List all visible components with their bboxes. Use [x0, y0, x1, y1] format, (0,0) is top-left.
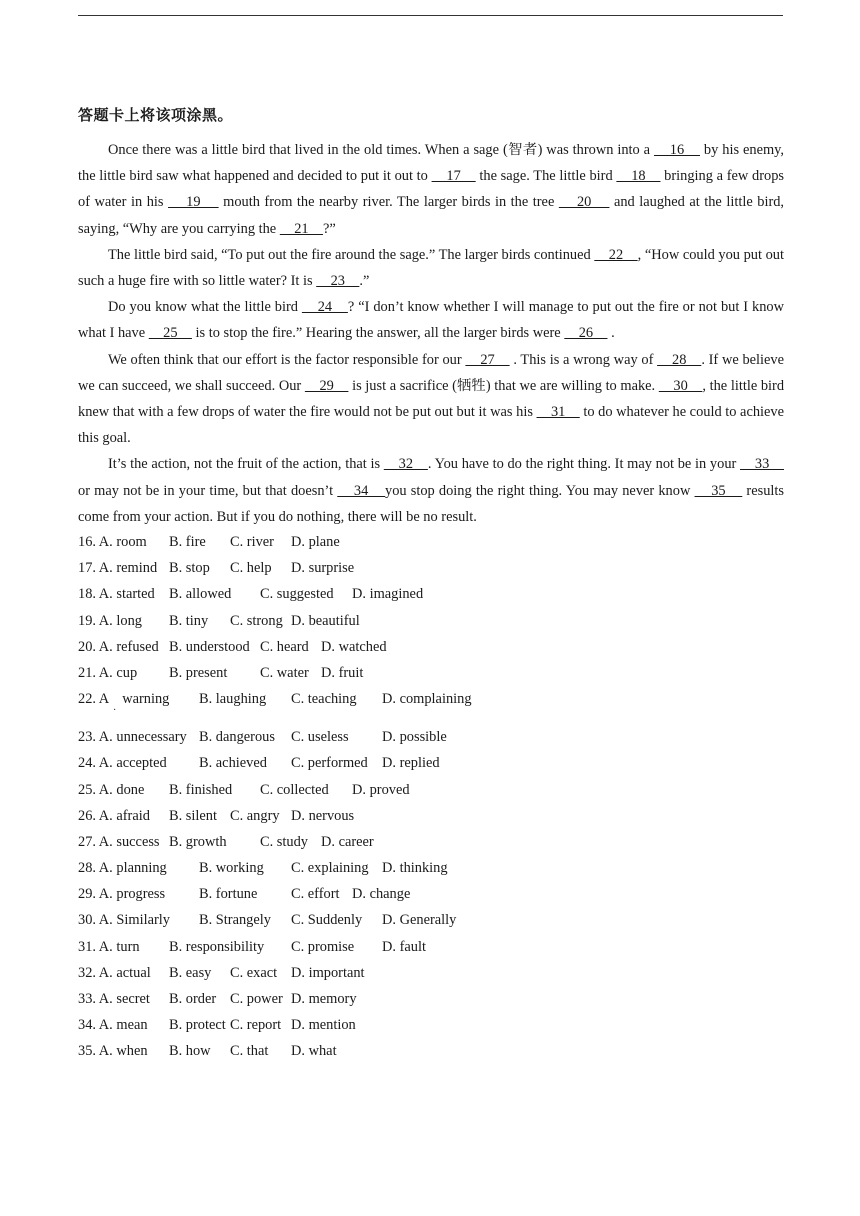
passage-text: It’s the action, not the fruit of the action, that is — [108, 456, 384, 473]
paragraph-4 — [78, 347, 784, 452]
passage-text: . If we believe we can succeed, we shall succeed. Our — [78, 351, 785, 394]
option-d[interactable]: D. change — [352, 886, 411, 903]
blank-28: 28 — [657, 351, 702, 368]
option-c[interactable]: C. river — [230, 534, 274, 550]
option-row — [78, 613, 784, 639]
option-row — [78, 912, 784, 938]
option-d[interactable]: D. what — [291, 1043, 337, 1060]
option-a[interactable]: 18. A. started — [78, 586, 155, 603]
option-d[interactable]: D. thinking — [382, 860, 448, 877]
passage-text: is just a sacrifice (牺牲) that we are willing to make. — [348, 377, 659, 394]
option-c[interactable]: C. heard — [260, 638, 309, 655]
passage-text: Do you know what the little bird — [108, 299, 302, 316]
option-b[interactable]: B. achieved — [199, 755, 267, 772]
passage-text: to do whatever he could to achieve this goal. — [78, 404, 784, 447]
passage-text: the sage. The little bird — [475, 168, 617, 185]
passage-text: mouth from the nearby river. The larger birds in the tree — [218, 194, 559, 211]
option-c[interactable]: C. angry — [230, 807, 280, 824]
option-c[interactable]: C. exact — [230, 964, 278, 981]
option-b[interactable]: B. easy — [169, 964, 212, 981]
option-b[interactable]: B. order — [169, 991, 217, 1007]
option-d[interactable]: D. beautiful — [291, 612, 360, 629]
stray-dot: · — [113, 705, 117, 717]
option-b[interactable]: B. how — [169, 1043, 211, 1060]
blank-32: 32 — [383, 456, 428, 473]
option-b[interactable]: B. growth — [169, 833, 227, 850]
blank-24: 24 — [301, 299, 348, 316]
option-a[interactable]: 30. A. Similarly — [78, 912, 170, 929]
passage-text: ?” — [322, 220, 336, 237]
option-a[interactable]: 29. A. progress — [78, 886, 166, 903]
option-b[interactable]: B. fortune — [199, 886, 258, 903]
cloze-passage — [78, 137, 784, 530]
passage-text: Once there was a little bird that lived in the old times. When a sage (智者) was thrown into a — [108, 142, 655, 158]
option-c[interactable]: C. power — [230, 991, 283, 1007]
option-row — [78, 534, 784, 560]
option-a[interactable]: 35. A. when — [78, 1043, 148, 1060]
option-d[interactable]: D. possible — [382, 729, 447, 746]
blank-34: 34 — [337, 482, 385, 499]
option-row — [78, 755, 784, 781]
option-a[interactable]: 19. A. long — [78, 612, 142, 629]
option-row — [78, 834, 784, 860]
option-row — [78, 729, 784, 755]
paragraph-3 — [78, 294, 784, 346]
option-a[interactable]: 21. A. cup — [78, 664, 138, 681]
header-rule — [78, 15, 783, 16]
option-a[interactable]: 26. A. afraid — [78, 807, 150, 824]
option-row — [78, 665, 784, 691]
blank-21: 21 — [279, 220, 323, 237]
option-c[interactable]: C. that — [230, 1043, 269, 1060]
option-c[interactable]: C. water — [260, 664, 309, 681]
blank-30: 30 — [658, 377, 703, 394]
passage-text: . You have to do the right thing. It may not be in your — [427, 456, 741, 473]
option-a[interactable]: 16. A. room — [78, 534, 147, 550]
passage-text: bringing a few drops of water in his — [78, 168, 785, 211]
option-c[interactable]: C. help — [230, 560, 272, 577]
option-c[interactable]: C. study — [260, 833, 308, 850]
option-d[interactable]: D. career — [321, 833, 374, 850]
option-row — [78, 886, 784, 912]
blank-16: 16 — [654, 142, 700, 158]
option-row — [78, 991, 784, 1017]
paragraph-5 — [78, 451, 784, 530]
blank-25: 25 — [148, 325, 192, 342]
option-b[interactable]: B. finished — [169, 781, 233, 798]
passage-text: . — [607, 325, 615, 342]
option-a[interactable]: 34. A. mean — [78, 1017, 148, 1034]
passage-text: by his enemy, the little bird saw what happened and decided to put it out to — [78, 142, 785, 185]
option-a[interactable]: 22. A warning · — [78, 691, 170, 717]
option-b[interactable]: B. laughing — [199, 691, 267, 708]
option-a[interactable]: 33. A. secret — [78, 991, 150, 1007]
option-d[interactable]: D. important — [291, 964, 365, 981]
option-a[interactable]: 25. A. done — [78, 781, 145, 798]
passage-text: .” — [359, 273, 370, 290]
option-a[interactable]: 20. A. refused — [78, 638, 159, 655]
passage-text: ? “I don’t know whether I will manage to put out the fire or not but I know what I have — [78, 299, 785, 342]
option-b[interactable]: B. stop — [169, 560, 210, 577]
option-d[interactable]: D. Generally — [382, 912, 457, 929]
option-b[interactable]: B. allowed — [169, 586, 232, 603]
passage-text: you stop doing the right thing. You may never know — [385, 482, 695, 499]
option-row — [78, 808, 784, 834]
passage-text: or may not be in your time, but that doesn’t — [78, 482, 338, 499]
option-c[interactable]: C. performed — [291, 755, 368, 772]
option-c[interactable]: C. strong — [230, 612, 283, 629]
option-a[interactable]: 31. A. turn — [78, 938, 140, 955]
option-row — [78, 1017, 784, 1043]
option-d[interactable]: D. fault — [382, 938, 426, 955]
blank-31: 31 — [536, 404, 580, 421]
blank-26: 26 — [564, 325, 608, 342]
passage-text: . This is a wrong way of — [509, 351, 658, 368]
option-a[interactable]: 27. A. success — [78, 833, 160, 850]
paragraph-1 — [78, 137, 784, 242]
option-c[interactable]: C. promise — [291, 938, 355, 955]
blank-23: 23 — [316, 273, 360, 290]
option-b[interactable]: B. working — [199, 860, 264, 877]
option-row — [78, 939, 784, 965]
option-b[interactable]: B. responsibility — [169, 938, 265, 955]
passage-text: , “How could you put out such a huge fire with so little water? It is — [78, 246, 785, 290]
passage-text: The little bird said, “To put out the fire around the sage.” The larger birds continued — [108, 246, 595, 263]
passage-text: We often think that our effort is the factor responsible for our — [108, 351, 466, 368]
passage-text: , the little bird knew that with a few drops of water the fire would not be put out but it was his — [78, 377, 785, 421]
blank-33: 33 — [740, 456, 784, 473]
option-row — [78, 965, 784, 991]
option-a[interactable]: 28. A. planning — [78, 860, 167, 877]
option-a[interactable]: 24. A. accepted — [78, 755, 167, 772]
paragraph-2 — [78, 242, 784, 294]
answer-options — [78, 534, 784, 1070]
option-c[interactable]: C. collected — [260, 781, 329, 798]
option-d[interactable]: D. nervous — [291, 807, 355, 824]
option-a-word: warning — [122, 691, 170, 708]
option-a[interactable]: 17. A. remind — [78, 560, 158, 577]
option-c[interactable]: C. explaining — [291, 860, 369, 877]
option-row — [78, 691, 784, 729]
blank-27: 27 — [465, 351, 510, 368]
option-a[interactable]: 32. A. actual — [78, 964, 151, 981]
option-row — [78, 782, 784, 808]
option-d[interactable]: D. complaining — [382, 691, 472, 708]
option-row — [78, 860, 784, 886]
passage-text: and laughed at the little bird, saying, “Why are you carrying the — [78, 194, 785, 237]
option-b[interactable]: B. Strangely — [199, 912, 271, 929]
option-d[interactable]: D. surprise — [291, 560, 355, 577]
section-instruction: 答题卡上将该项涂黑。 — [78, 106, 234, 124]
option-c[interactable]: C. effort — [291, 886, 340, 903]
blank-17: 17 — [431, 168, 476, 185]
option-b[interactable]: B. tiny — [169, 612, 209, 629]
option-a[interactable]: 23. A. unnecessary — [78, 729, 187, 746]
option-b[interactable]: B. dangerous — [199, 729, 275, 746]
option-c[interactable]: C. useless — [291, 729, 349, 746]
option-row — [78, 639, 784, 665]
option-row — [78, 1043, 784, 1069]
option-row — [78, 586, 784, 612]
passage-text: is to stop the fire.” Hearing the answer, all the larger birds were — [191, 325, 565, 342]
option-b[interactable]: B. understood — [169, 638, 250, 655]
option-d[interactable]: D. proved — [352, 781, 410, 798]
option-d[interactable]: D. plane — [291, 534, 340, 550]
blank-18: 18 — [616, 168, 661, 185]
blank-19: 19 — [168, 194, 219, 211]
option-c[interactable]: C. teaching — [291, 691, 357, 708]
option-d[interactable]: D. imagined — [352, 586, 424, 603]
option-b[interactable]: B. silent — [169, 807, 217, 824]
option-c[interactable]: C. suggested — [260, 586, 334, 603]
option-d[interactable]: D. fruit — [321, 664, 364, 681]
option-d[interactable]: D. replied — [382, 755, 440, 772]
option-d[interactable]: D. watched — [321, 638, 387, 655]
passage-text: results come from your action. But if you do nothing, there will be no result. — [78, 482, 785, 525]
option-c[interactable]: C. report — [230, 1017, 282, 1034]
blank-29: 29 — [304, 377, 349, 394]
option-c[interactable]: C. Suddenly — [291, 912, 363, 929]
option-d[interactable]: D. mention — [291, 1017, 356, 1034]
option-d[interactable]: D. memory — [291, 991, 357, 1007]
option-b[interactable]: B. fire — [169, 534, 206, 550]
blank-20: 20 — [558, 194, 610, 211]
blank-22: 22 — [594, 246, 638, 263]
blank-35: 35 — [694, 482, 743, 499]
option-row — [78, 560, 784, 586]
option-b[interactable]: B. present — [169, 664, 228, 681]
option-b[interactable]: B. protect — [169, 1017, 226, 1034]
